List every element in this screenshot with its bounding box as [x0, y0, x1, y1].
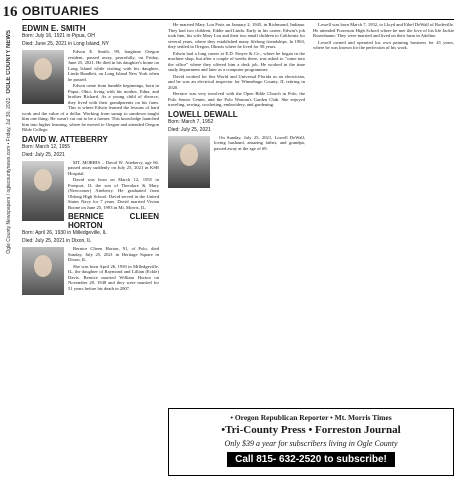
ad-price-line: Only $39 a year for subscribers living in Ogle County	[224, 439, 398, 448]
obituary-photo	[168, 136, 210, 188]
obituary-paragraph: Edwin had a long career at E.D. Etnyre & Co., where he began in the machine shop, but after a couple of weeks there, was asked to "come into the office" where they offered him a desk job. He worked in the time study department and later as a computer programmer.	[168, 50, 305, 72]
folio-text: Ogle County Newspapers / oglecountynews.com • Friday, Jul 30, 2021	[6, 97, 12, 254]
obituary-lowell-dewall	[168, 110, 305, 152]
obituary-name: EDWIN E. SMITH	[22, 24, 86, 33]
obituary-paragraph: Lowell was born March 7, 1952, to Lloyd and Ethel DeWall of Rodeville. He attended Forreston High School where he met the love of his life Jackie Rosenhaum. They were married and lived on their farm in Adeline.	[313, 22, 454, 38]
obituary-paragraph: He married Mary Lou Potts on January 2, 1945, in Richmond, Indiana. They had two children, Eddie and Linda. Early in his career, Edwin's job took him, his wife Mary Lou and their two small children to California for several years, where they established many lifelong friendships. In 1963, they settled in Oregon, Illinois where he lived for 58 years.	[168, 22, 305, 49]
obituary-paragraph: Bernice Clieen Horton, 91, of Polo, died Sunday, July 25, 2021 in Heritage Square in Dixon, IL.	[68, 246, 159, 262]
obituary-paragraph: Edwin E. Smith, 99, longtime Oregon resident, passed away, peacefully, on Friday, June 25, 2021. He died in his daughter's home on Long Island while visiting with his daughter, Linda Rundlett, on Long Island New York when he passed.	[68, 49, 159, 82]
obituary-paragraph: David was born on March 12, 1955 in Freeport, IL the son of Theodore & Mary (Newcomer) Atteberry. He graduated from Oblong High School. David served in the United States Navy for 7 years. David married Vivian Boone on June 25, 1993 in Mt. Morris, IL.	[68, 177, 159, 210]
column-3	[313, 22, 454, 52]
obituary-edwin-smith	[22, 24, 159, 133]
portrait-face	[34, 255, 52, 277]
obituary-paragraph: Lowell owned and operated his own painting business for 45 years, where he was known for the perfection of his work.	[313, 39, 454, 50]
page-margin-rail	[0, 0, 20, 480]
portrait-face	[180, 144, 198, 166]
ad-papers-line-2: •Tri-County Press • Forreston Journal	[221, 424, 401, 436]
obituary-david-atteberry	[22, 135, 159, 211]
subscription-ad	[168, 408, 454, 476]
obituary-born: Born: March 7, 1952	[168, 118, 214, 125]
page-number: 16	[2, 4, 18, 20]
obituary-name: LOWELL DEWALL	[168, 109, 238, 119]
column-2	[168, 22, 305, 190]
section-title: OBITUARIES	[22, 4, 100, 18]
obituary-born: Born: July 16, 1921 in Pipua, OH	[22, 33, 95, 39]
obituary-photo	[22, 247, 64, 295]
obituary-photo	[22, 50, 64, 104]
obituary-paragraph: On Sunday, July 25, 2021, Lowell DeWall, loving husband, amazing father, and grandpa, passed away at the age of 69.	[214, 134, 305, 151]
obituary-died: Died: June 25, 2021 in Long Island, NY	[22, 41, 110, 47]
obituary-born: Born: April 26, 1930 in Milledgeville, IL	[22, 230, 107, 236]
obituary-photo	[22, 161, 64, 221]
obituary-paragraph: MT. MORRIS – David W. Atteberry, age 66, passed away suddenly on July 25, 2021 in KSB Hospital.	[68, 159, 159, 176]
obituary-born: Born: March 12, 1955	[22, 143, 71, 150]
obituary-died: Died: July 25, 2021	[22, 151, 65, 158]
obituary-paragraph: Edwin came from humble beginnings, born in Piqua, Ohio, living with his mother, Edna, and brother Richard. As a young child of divorce, they lived with their grandparents on his farm. This is where Edwin learned the lessons of hard work and the value of a dollar. Working from sunup to sundown taught him one thing: He wasn't cut out to be a farmer. This knowledge launched him into higher learning, where he moved to Oregon and attended Oregon Bible College.	[22, 83, 159, 132]
ad-call-to-action: Call 815- 632-2520 to subscribe!	[227, 452, 395, 467]
portrait-face	[34, 58, 52, 80]
obituary-died: Died: July 25, 2021	[168, 126, 211, 133]
obituary-died: Died: July 25, 2021 in Dixon, IL	[22, 238, 92, 244]
folio-brand: OGLE COUNTY NEWS	[6, 30, 12, 94]
obituary-paragraph: She was born April 26, 1930 in Milledgeville, IL, the daughter of Raymond and Lillian (Eckle) Davis. Bernice married William Horton on November 28, 1948 and they were married for 51 years before his death in 2007.	[68, 263, 159, 291]
section-header	[22, 4, 454, 20]
obituary-name: BERNICE CLIEEN HORTON	[68, 212, 159, 230]
ad-papers-line-1: • Oregon Republican Reporter • Mt. Morris Times	[230, 413, 392, 422]
obituary-name: DAVID W. ATTEBERRY	[22, 134, 108, 144]
folio-line	[6, 30, 12, 254]
obituary-paragraph: David worked for Sea World and Universal Florida as an electrician, and he was an electrical inspector for Winnebago County, IL retiring in 2020.	[168, 73, 305, 90]
portrait-face	[34, 169, 52, 191]
obituary-bernice-horton	[22, 212, 159, 291]
obituary-paragraph: Bernice was very involved with the Open Bible Church in Polo, the Polo Senior Center, and the Polo Woman's Garden Club. She enjoyed traveling, sewing, crocheting, embroidery, and gardening.	[168, 91, 305, 107]
column-1	[22, 22, 159, 297]
